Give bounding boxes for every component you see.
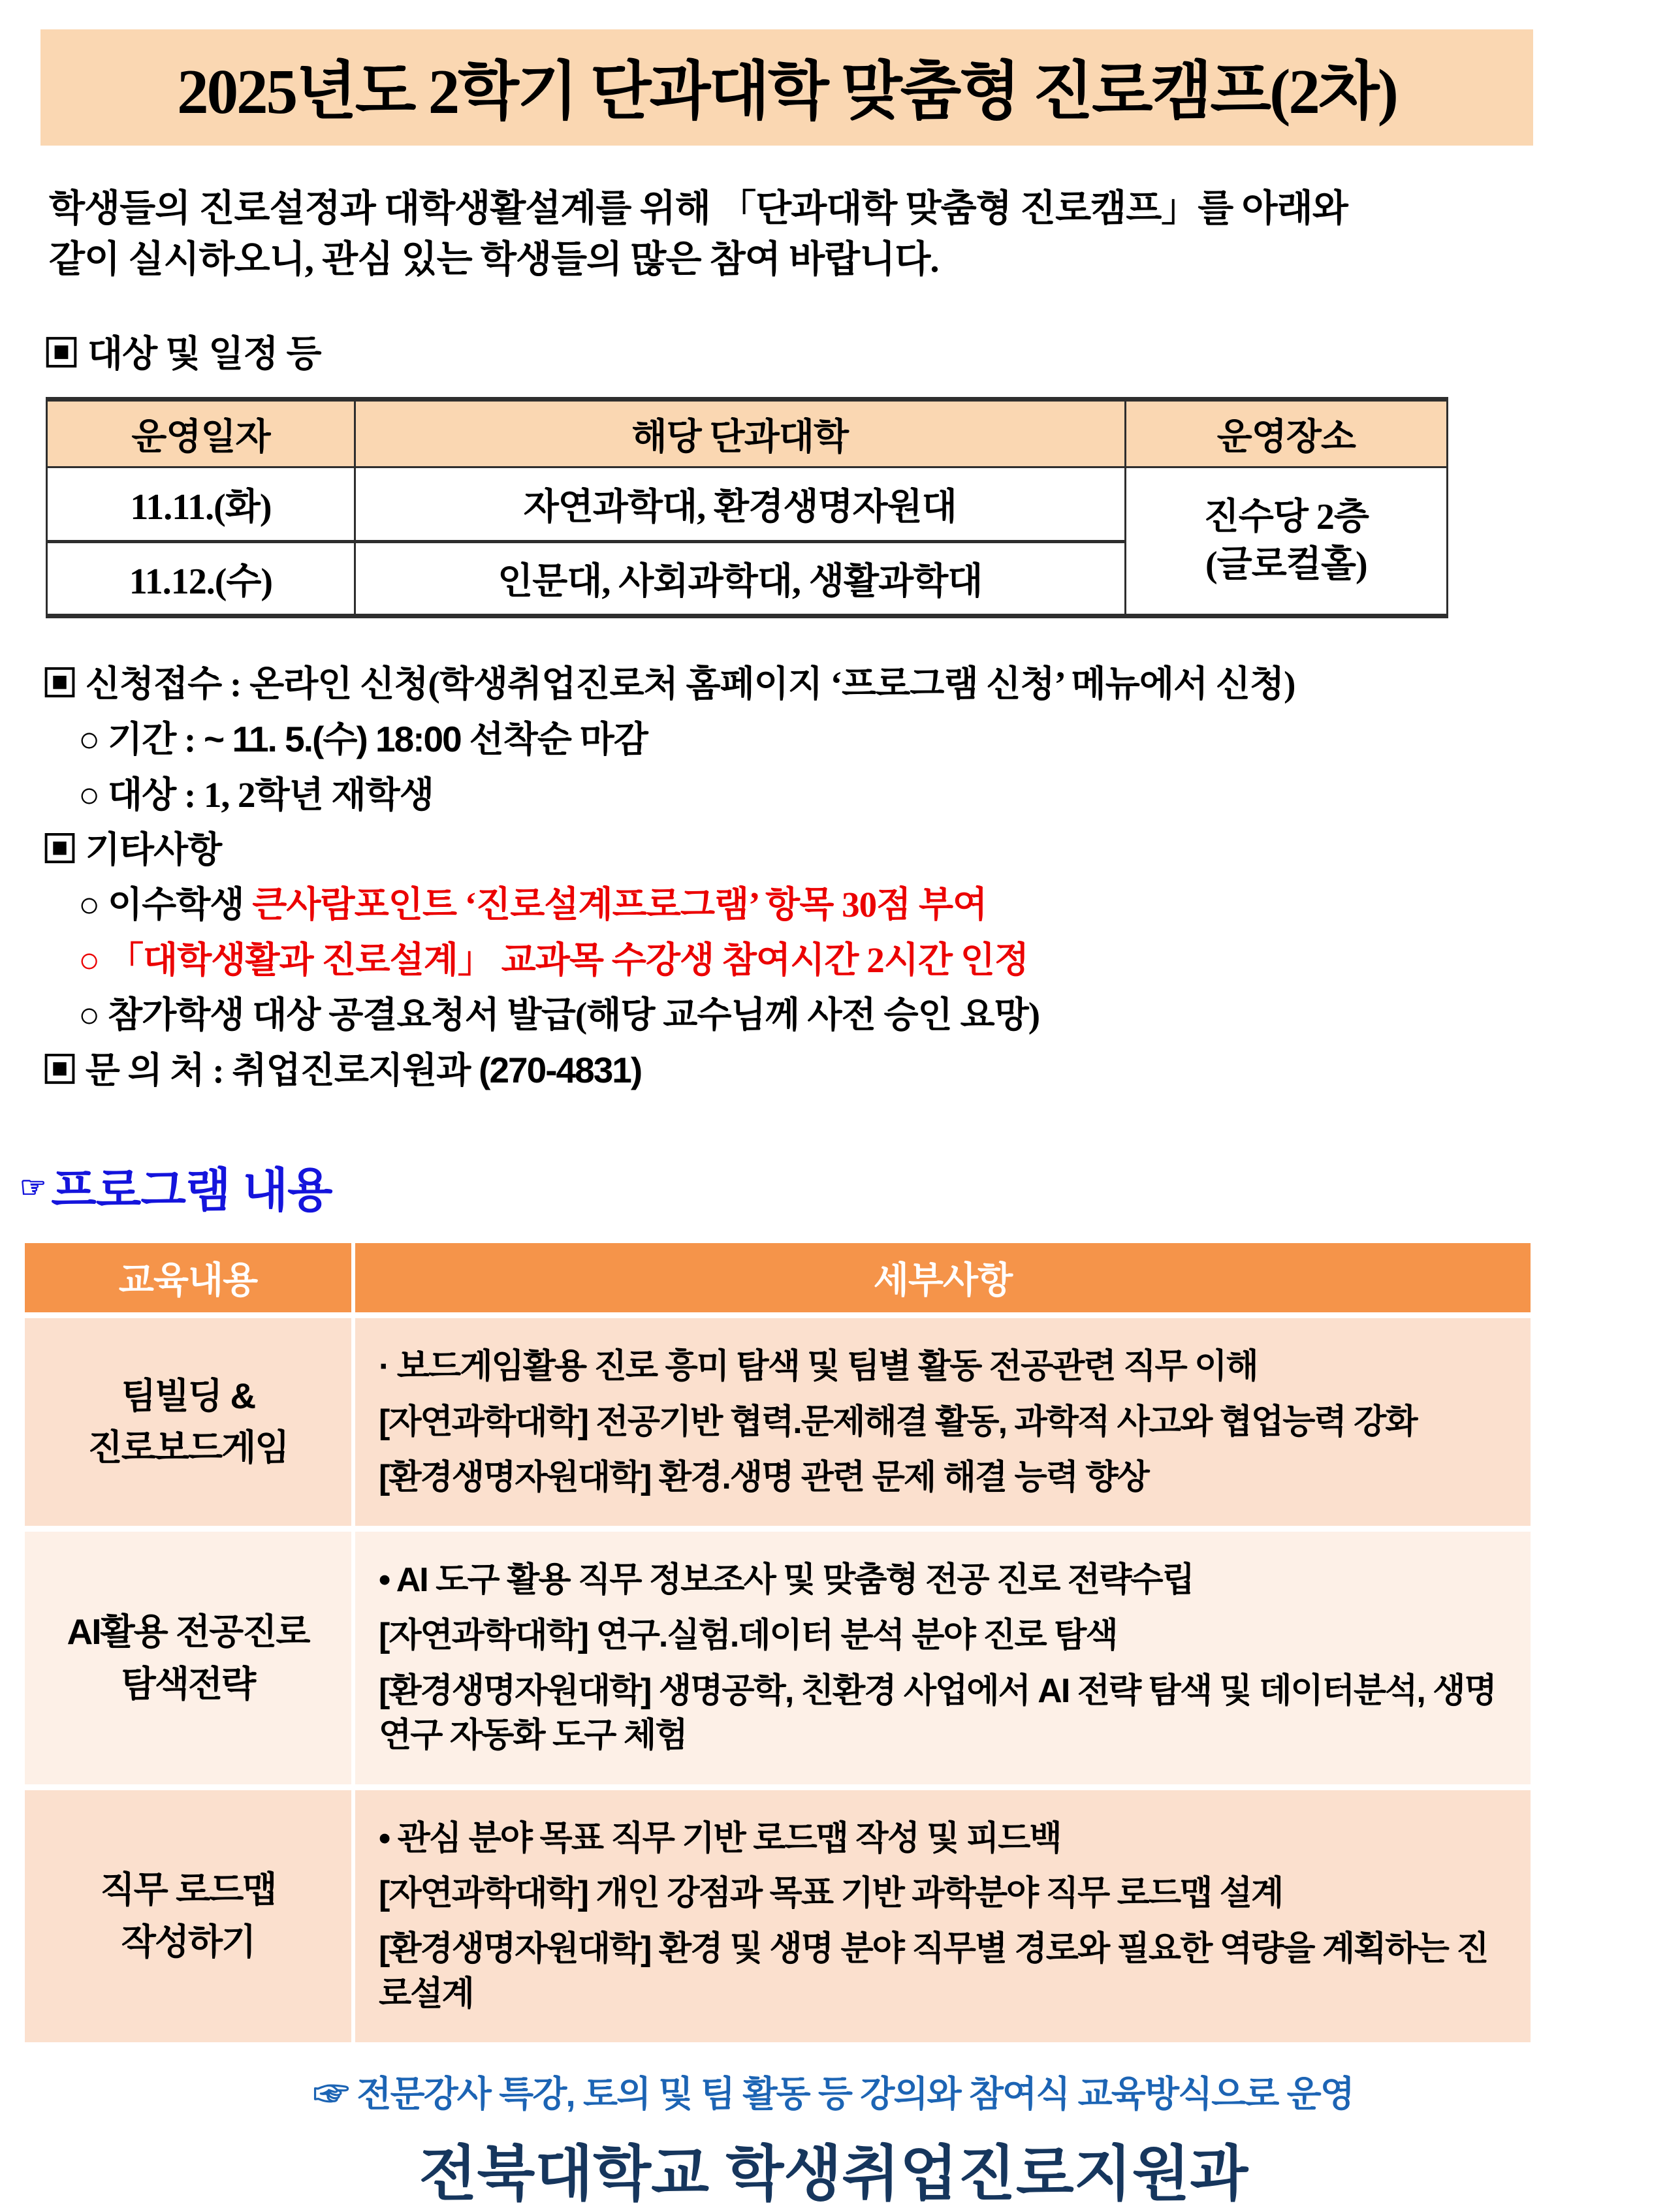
program-heading-text: 프로그램 내용	[51, 1165, 332, 1218]
col-header-college: 해당 단과대학	[355, 400, 1125, 467]
detail-line: [자연과학대학] 전공기반 협력.문제해결 활동, 과학적 사고와 협업능력 강화	[379, 1403, 1417, 1442]
apply-line: ▣ 신청접수 : 온라인 신청(학생취업진로처 홈페이지 ‘프로그램 신청’ 메뉴에서 신청)	[42, 664, 1295, 704]
pointing-finger-icon: ☞	[20, 1170, 46, 1205]
schedule-colleges-2: 인문대, 사회과학대, 생활과학대	[355, 542, 1125, 616]
period-suffix: 선착순 마감	[460, 719, 648, 760]
col-header-venue: 운영장소	[1125, 400, 1447, 467]
schedule-colleges-1: 자연과학대, 환경생명자원대	[355, 467, 1125, 542]
intro-paragraph	[49, 183, 1589, 285]
detail-line: [환경생명자원대학] 환경 및 생명 분야 직무별 경로와 필요한 역량을 계획하는 진로설계	[379, 1930, 1488, 2013]
detail-line: · 보드게임활용 진로 흥미 탐색 및 팀별 활동 전공관련 직무 이해	[379, 1348, 1258, 1386]
contact-phone: (270-4831)	[479, 1050, 642, 1091]
col-header-detail: 세부사항	[355, 1243, 1531, 1312]
intro-line-2: 같이 실시하오니, 관심 있는 학생들의 많은 참여 바랍니다.	[49, 238, 939, 280]
program-category-1	[25, 1318, 351, 1526]
col-header-category: 교육내용	[25, 1243, 351, 1312]
col-header-date: 운영일자	[47, 400, 355, 467]
period-line	[42, 720, 1667, 759]
page-title: 2025년도 2학기 단과대학 맞춤형 진로캠프(2차)	[177, 57, 1397, 127]
category-line: 팀빌딩 &	[121, 1375, 255, 1416]
program-table	[21, 1237, 1534, 2048]
absence-line: ○ 참가학생 대상 공결요청서 발급(해당 교수님께 사전 승인 요망)	[78, 994, 1040, 1035]
notice-page	[0, 29, 1667, 2212]
schedule-venue	[1125, 467, 1447, 616]
detail-line: [환경생명자원대학] 환경.생명 관련 문제 해결 능력 향상	[379, 1458, 1149, 1496]
contact-prefix: ▣ 문 의 처 : 취업진로지원과	[42, 1051, 479, 1091]
category-line: 진로보드게임	[87, 1427, 289, 1468]
table-row	[47, 467, 1448, 542]
course-red-line: ○ 「대학생활과 진로설계」 교과목 수강생 참여시간 2시간 인정	[78, 940, 1028, 980]
period-prefix: ○ 기간 :	[78, 719, 204, 760]
detail-line: • AI 도구 활용 직무 정보조사 및 맞춤형 전공 진로 전략수립	[379, 1561, 1194, 1600]
schedule-header-row	[47, 400, 1448, 467]
program-heading	[20, 1152, 1667, 1220]
schedule-heading: ▣ 대상 및 일정 등	[43, 334, 321, 375]
period-deadline: ~ 11. 5.(수) 18:00	[204, 719, 461, 760]
venue-line-1: 진수당 2층	[1203, 496, 1369, 537]
category-line: AI활용 전공진로	[67, 1611, 310, 1652]
program-details-3	[355, 1790, 1531, 2043]
intro-line-1: 학생들의 진로설정과 대학생활설계를 위해 「단과대학 맞춤형 진로캠프」를 아래와	[49, 188, 1348, 229]
venue-line-2: (글로컬홀)	[1205, 544, 1367, 585]
target-line: ○ 대상 : 1, 2학년 재학생	[78, 774, 434, 815]
point-red-text: 큰사람포인트 ‘진로설계프로그램’ 항목 30점 부여	[252, 885, 987, 925]
point-prefix: ○ 이수학생	[78, 885, 253, 925]
schedule-table	[46, 397, 1448, 618]
detail-line: [자연과학대학] 연구.실험.데이터 분석 분야 진로 탐색	[379, 1616, 1117, 1654]
program-header-row	[25, 1243, 1531, 1312]
etc-heading: ▣ 기타사항	[42, 829, 222, 870]
footer-note: ☞ 전문강사 특강, 토의 및 팀 활동 등 강의와 참여식 교육방식으로 운영	[313, 2074, 1354, 2115]
detail-line: [환경생명자원대학] 생명공학, 친환경 사업에서 AI 전략 탐색 및 데이터분석, 생명 연구 자동화 도구 체험	[379, 1671, 1496, 1755]
schedule-date-1: 11.11.(화)	[47, 467, 355, 542]
footer-org: 전북대학교 학생취업진로지원과	[419, 2141, 1248, 2208]
program-details-2	[355, 1532, 1531, 1784]
table-row	[25, 1790, 1531, 2043]
application-details	[42, 665, 1667, 1090]
detail-line: • 관심 분야 목표 직무 기반 로드맵 작성 및 피드백	[379, 1819, 1061, 1857]
detail-line: [자연과학대학] 개인 강점과 목표 기반 과학분야 직무 로드맵 설계	[379, 1874, 1283, 1913]
table-row	[25, 1318, 1531, 1526]
category-line: 작성하기	[121, 1921, 255, 1963]
category-line: 직무 로드맵	[100, 1869, 276, 1910]
table-row	[25, 1532, 1531, 1784]
contact-line	[42, 1051, 1667, 1090]
title-banner	[40, 29, 1533, 146]
category-line: 탐색전략	[121, 1663, 255, 1704]
program-category-3	[25, 1790, 351, 2043]
program-details-1	[355, 1318, 1531, 1526]
schedule-date-2: 11.12.(수)	[47, 542, 355, 616]
program-category-2	[25, 1532, 351, 1784]
point-line	[42, 886, 1667, 924]
